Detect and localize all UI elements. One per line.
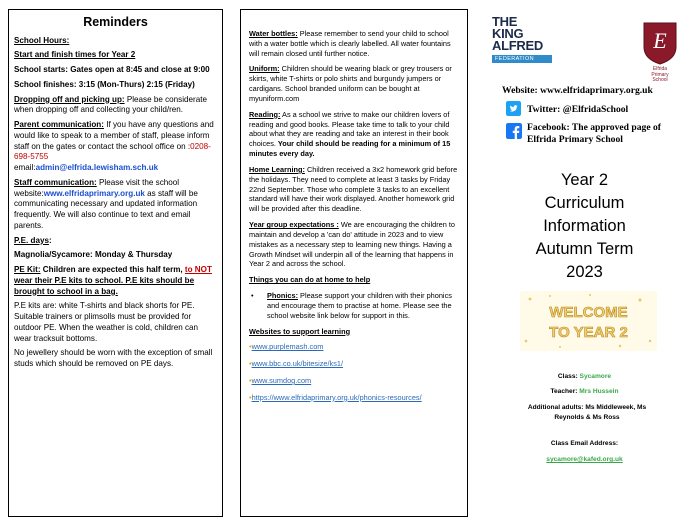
facebook-icon[interactable] [506,123,522,139]
home-learning-paragraph [249,165,461,214]
cover-panel [482,9,687,517]
dropoff-heading: Dropping off and picking up: [14,94,125,104]
phonics-text: Please support your children with their phonics and encourage them to practise at home. Please see the school website link below for support in this. [267,291,452,320]
adults-label: Additional adults: [527,404,586,411]
uniform-text: Children should be wearing black or grey trousers or skirts, white T-shirts or polo shirts and burgundy jumpers or cardigans. School branded uniform can be bought at myuniform.com [249,64,452,103]
title-line: Year 2 [560,171,609,189]
facebook-text[interactable]: Facebook: The approved page of Elfrida Primary School [527,122,661,145]
bullet-icon: • [249,376,252,386]
school-finishes-text: School finishes: 3:15 (Mon-Thurs) 2:15 (Friday) [14,79,195,89]
title-line: Autumn Term [535,240,634,258]
crest-label [636,67,684,84]
welcome-banner [520,291,657,351]
class-label: Class: [557,373,580,380]
reminders-title: Reminders [83,15,148,29]
list-item [249,359,461,369]
bullet-icon: • [249,392,252,402]
twitter-text[interactable]: Twitter: @ElfridaSchool [527,104,629,115]
home-learning-text: Children received a 3x2 homework grid before the holidays. They need to complete at least 3 tasks by Friday 22nd September. Those who complete 3 tasks to an excellent standard will have their work displayed. Another homework grid will be provided after this deadline. [249,164,458,214]
start-finish-heading: Start and finish times for Year 2 [14,50,136,60]
pe-kit-not: to NOT [184,265,212,275]
dropoff-paragraph [14,95,217,117]
website-text[interactable]: Website: www.elfridaprimary.org.uk [502,85,653,96]
bbc-bitesize-link[interactable]: www.bbc.co.uk/bitesize/ks1/ [251,359,344,369]
teacher-label: Teacher: [550,388,580,395]
reading-paragraph [249,110,461,159]
websites-heading: Websites to support learning [249,326,351,336]
reading-heading: Reading: [249,109,281,119]
class-email-label: Class Email Address: [550,440,619,447]
list-item [249,342,461,352]
bullet-icon: • [249,359,252,369]
twitter-icon[interactable] [506,101,521,116]
reading-minimum-text: Your child should be reading for a minimum of 15 minutes every day. [249,139,451,159]
pe-days-heading: P.E. days [14,235,49,245]
parent-communication-paragraph [14,120,217,174]
adults-value: Ms Middleweek, Ms Reynolds & Ms Ross [554,404,647,421]
water-bottles-heading: Water bottles: [249,29,298,38]
crest-letter: E [653,28,667,53]
logo-line: THE [492,14,518,29]
staff-communication-heading: Staff communication: [14,177,97,187]
email-label: email: [14,163,36,173]
teacher-value: Mrs Hussein [579,388,619,395]
title-line: Information [543,217,626,235]
adults-line [522,403,652,423]
water-bottles-paragraph [249,29,461,58]
bullet-icon: • [249,342,252,352]
logo-line: ALFRED [492,38,543,53]
school-email-link[interactable]: admin@elfrida.lewisham.sch.uk [35,163,159,173]
pe-kits-text: P.E kits are: white T-shirts and black shorts for PE. Suitable trainers or plimsolls must be provided for outdoor PE. When the weather is cold, children can wear tracksuit bottoms. [14,301,199,343]
reading-text: As a school we strive to make our children lovers of reading and good books. Please take time to talk to your child about what they are reading and take an interest in their book choices. [249,109,450,149]
dropoff-text: Please be considerate when dropping off and collecting your child/ren. [14,94,207,115]
purplemash-link[interactable]: www.purplemash.com [251,342,324,352]
websites-list [249,342,461,402]
school-website-link[interactable]: www.elfridaprimary.org.uk [43,188,145,198]
water-bottles-text: Please remember to send your child to school with a water bottle which is clearly labelled. All water fountains will remain closed until further notice. [249,29,451,58]
pe-days-colon: : [48,235,52,245]
title-line: 2023 [566,263,603,281]
list-item [249,393,461,403]
school-starts-text: School starts: Gates open at 8:45 and close at 9:00 [14,65,210,75]
year-group-expectations-text: We are encouraging the children to maintain and develop a 'can do' attitude in 2023 and to view mistakes as a necessary step to learning new things. Having a Growth Mindset will underpin all of the learning that happens in Year 2 and across the school. [249,220,456,269]
phonics-heading: Phonics: [267,291,299,301]
parent-communication-text: If you have any questions and would like to speak to a member of staff, please inform staff on the gates or contact the school office on : [14,120,214,151]
uniform-heading: Uniform: [249,64,280,74]
crest-label-line: School [652,77,668,83]
school-crest-icon [642,21,678,65]
pe-kit-paragraph [14,265,217,297]
pe-days-text: Magnolia/Sycamore: Monday & Thursday [14,250,173,260]
staff-communication-text-2: as staff will be communicating necessary and updated information frequently. We will also continue to text and email parents. [14,188,198,230]
welcome-line-1: WELCOME [549,304,628,321]
reminders-panel [8,9,223,517]
curriculum-title [482,169,687,284]
pe-kit-text: Children are expected this half term, [40,265,185,275]
class-email-link[interactable]: sycamore@kafed.org.uk [546,456,623,463]
crest-label-line: Elfrida [652,66,668,72]
home-learning-heading: Home Learning: [249,164,305,174]
logo-line: KING [492,26,524,41]
list-item [249,291,461,320]
year-group-expectations-paragraph [249,220,461,269]
staff-communication-text: Please visit the school website: [14,177,180,198]
welcome-line-2: TO YEAR 2 [549,324,628,341]
phonics-resources-link[interactable]: https://www.elfridaprimary.org.uk/phonics-resources/ [251,392,422,402]
staff-communication-paragraph [14,178,217,232]
bullet-icon: • [251,291,254,301]
parent-communication-heading: Parent communication: [14,120,104,130]
pe-kit-heading: PE Kit: [14,265,41,275]
uniform-paragraph [249,64,461,103]
school-phone: 0208-698-5755 [14,141,211,162]
teacher-line [482,387,687,397]
list-item [249,376,461,386]
home-help-list [249,291,461,320]
school-hours-heading: School Hours: [14,35,70,45]
class-value: Sycamore [579,373,612,380]
crest-label-line: Primary [651,71,669,78]
king-alfred-federation-logo [492,16,552,63]
logo-band: FEDERATION [492,55,552,63]
title-line: Curriculum [544,194,625,212]
jewellery-text: No jewellery should be worn with the exception of small studs which should be removed on PE days. [14,348,213,369]
information-panel [240,9,468,517]
class-line [482,372,687,382]
home-help-heading: Things you can do at home to help [249,275,371,285]
pe-kit-text-2: wear their P.E kits to school. P.E kits should be brought to school in a bag. [14,275,195,296]
year-group-expectations-heading: Year group expectations : [249,220,339,230]
sumdog-link[interactable]: www.sumdog.com [251,376,312,386]
